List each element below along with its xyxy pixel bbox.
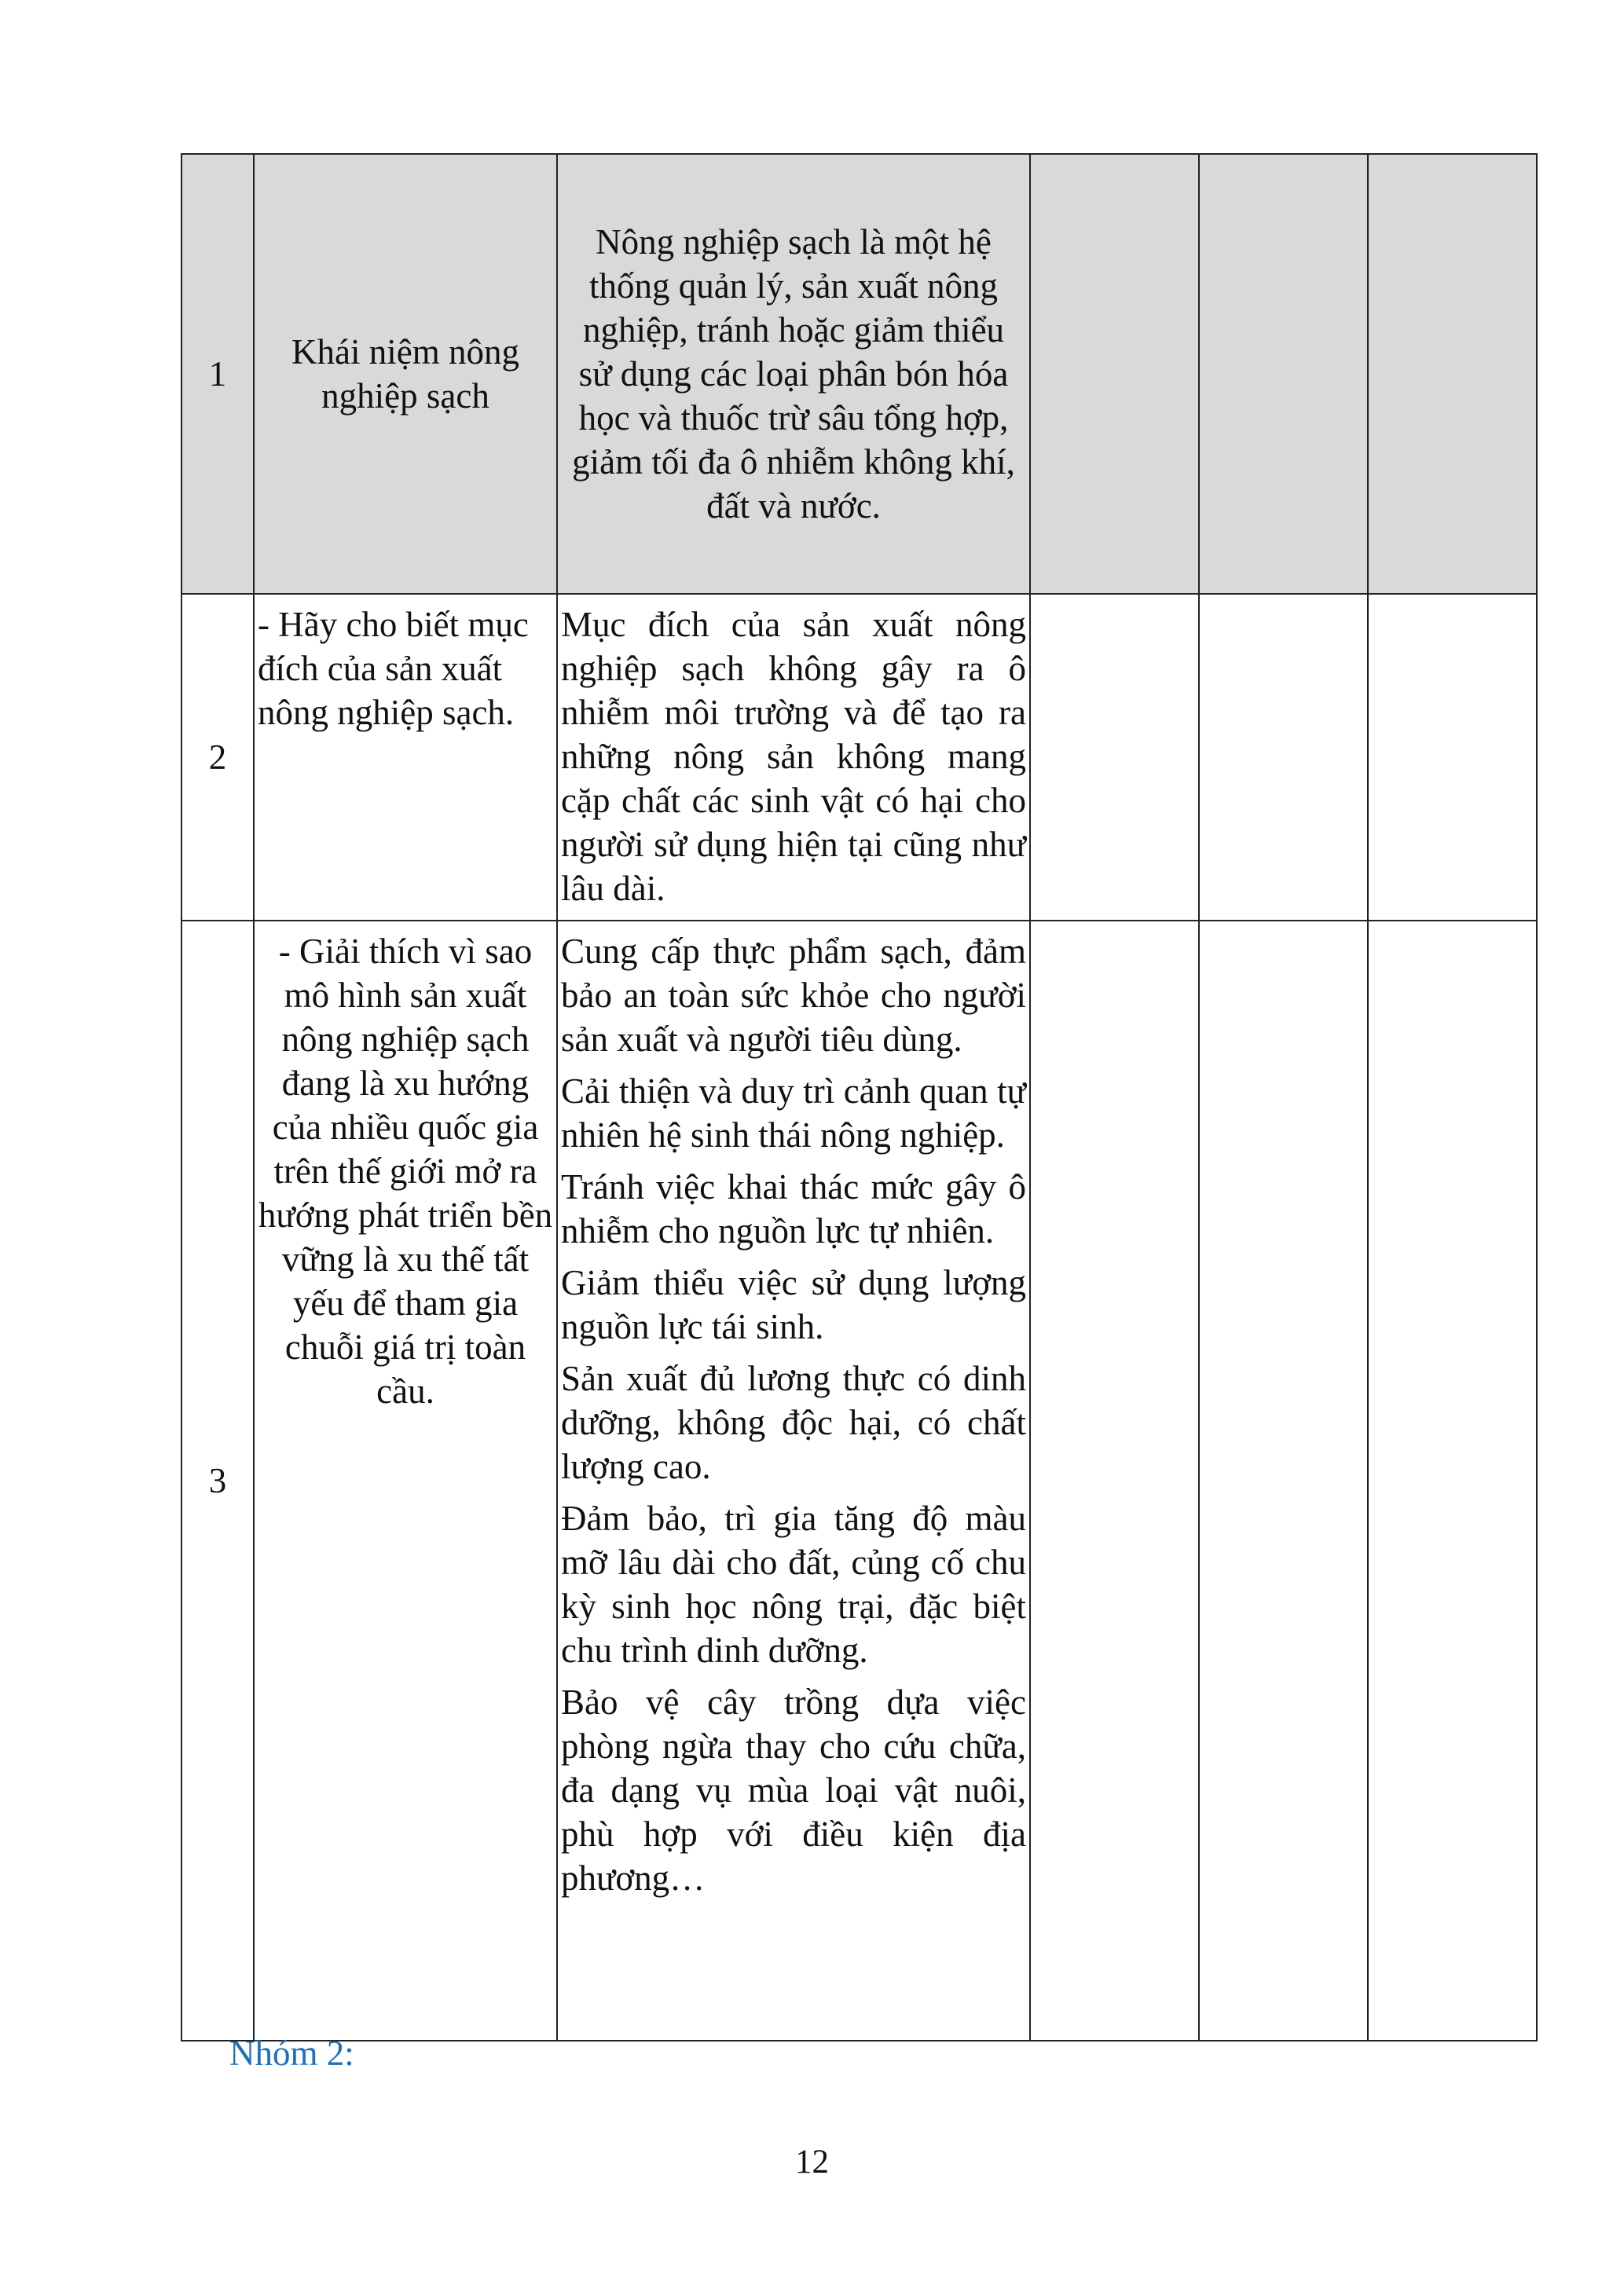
answer-paragraph: Đảm bảo, trì gia tăng độ màu mỡ lâu dài cho đất, củng cố chu kỳ sinh học nông trại, đặc biệt chu trình dinh dưỡng.: [561, 1499, 1026, 1670]
answer-cell: Mục đích của sản xuất nông nghiệp sạch không gây ra ô nhiễm môi trường và để tạo ra những nông sản không mang cặp chất các sinh vật có hại cho người sử dụng hiện tại cũng như lâu dài.: [557, 594, 1030, 921]
answer-paragraph: Cung cấp thực phẩm sạch, đảm bảo an toàn sức khỏe cho người sản xuất và người tiêu dùng.: [561, 932, 1026, 1059]
question-cell: - Hãy cho biết mục đích của sản xuất nông nghiệp sạch.: [254, 594, 557, 921]
page-number: 12: [795, 2144, 829, 2181]
table-row: [181, 154, 1537, 594]
answer-paragraph: Cải thiện và duy trì cảnh quan tự nhiên hệ sinh thái nông nghiệp.: [561, 1071, 1026, 1155]
empty-cell: [1368, 921, 1537, 2041]
answer-paragraph: Tránh việc khai thác mức gây ô nhiễm cho nguồn lực tự nhiên.: [561, 1167, 1026, 1251]
group-heading: Nhóm 2:: [229, 2034, 354, 2073]
empty-cell: [1368, 154, 1537, 594]
answer-paragraph: Sản xuất đủ lương thực có dinh dưỡng, không độc hại, có chất lượng cao.: [561, 1359, 1026, 1486]
empty-cell: [1199, 154, 1368, 594]
row-number: 2: [181, 594, 254, 921]
question-cell: Khái niệm nông nghiệp sạch: [254, 154, 557, 594]
empty-cell: [1199, 921, 1368, 2041]
empty-cell: [1030, 594, 1199, 921]
table-row: [181, 594, 1537, 921]
empty-cell: [1030, 921, 1199, 2041]
row-number: 1: [181, 154, 254, 594]
empty-cell: [1030, 154, 1199, 594]
answer-paragraph: Bảo vệ cây trồng dựa việc phòng ngừa thay cho cứu chữa, đa dạng vụ mùa loại vật nuôi, phù hợp với điều kiện địa phương…: [561, 1683, 1026, 1898]
empty-cell: [1199, 594, 1368, 921]
table-row: [181, 921, 1537, 2041]
row-number: 3: [181, 921, 254, 2041]
answer-paragraph: Giảm thiểu việc sử dụng lượng nguồn lực tái sinh.: [561, 1263, 1026, 1346]
answer-cell: [557, 921, 1030, 2041]
activity-table: [181, 153, 1538, 2041]
answer-cell: Nông nghiệp sạch là một hệ thống quản lý, sản xuất nông nghiệp, tránh hoặc giảm thiểu sử dụng các loại phân bón hóa học và thuốc trừ sâu tổng hợp, giảm tối đa ô nhiễm không khí, đất và nước.: [557, 154, 1030, 594]
question-cell: - Giải thích vì sao mô hình sản xuất nông nghiệp sạch đang là xu hướng của nhiều quốc gia trên thế giới mở ra hướng phát triển bền vững là xu thế tất yếu để tham gia chuỗi giá trị toàn cầu.: [254, 921, 557, 2041]
empty-cell: [1368, 594, 1537, 921]
